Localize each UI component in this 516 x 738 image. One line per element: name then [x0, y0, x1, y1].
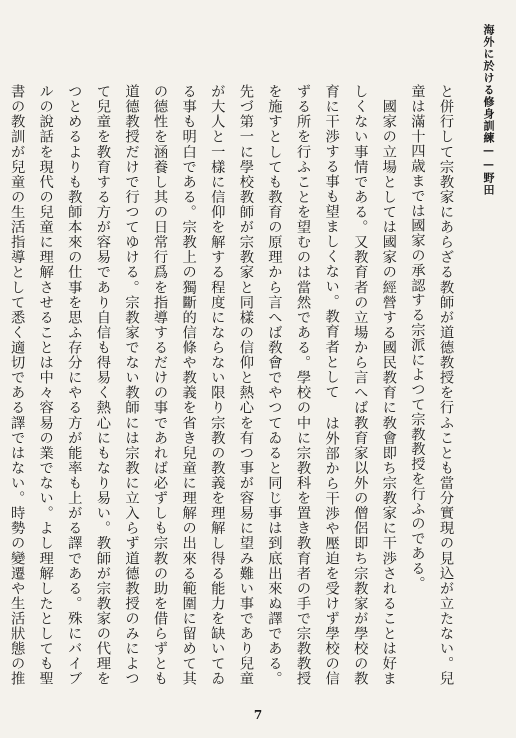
paragraph: と併行して宗教家にあらざる教師が道德教授を行ふことも當分實現の見込が立たない。兒童は滿十四歳までは國家の承認する宗派によつて宗教教授を行ふのである。	[409, 84, 454, 686]
page-number: 7	[253, 708, 263, 722]
running-header: 海外に於ける修身訓練——野田	[482, 24, 495, 196]
body-text	[9, 84, 460, 686]
paragraph: 國家の立場としては國家の經營する國民教育に敎會即ち宗教家に干渉されることは好ましくない事情である。又教育者の立場から言へば教育家以外の僧侶即ち宗教家が學校の教育に干渉する事も望ましくない。教育者として は外部から干渉や壓迫を受けず學校の信ずる所を行ふことを望むのは當然である。學校の中に宗教科を置き教育者の手で宗教教授を施すとしても教育の原理から言へば敎會でやつてゐると同じ事は到底出來ぬ譯である。先づ第一に學校教師が宗教家と同樣の信仰と熱心を有つ事が容易に望み難い事であり兒童が大人と一樣に信仰を解する程度にならない限り宗教の教義を理解し得る能力を缺いてゐる事も明白である。宗教上の獨斷的信條や教義を省き兒童に理解の出來る範圍に留めて其の德性を涵養し其の日常行爲を指導するだけの事であれば必ずしも宗教の助を借らずとも道德教授だけで行つてゆける。宗教家でない教師には宗教に立入らず道德教授のみによつて兒童を教育する方が容易であり自信も得易く熱心にもなり易い。教師が宗教家の代理をつとめるよりも教師本來の仕事を思ふ存分にやる方が能率も上がる譯である。殊にバイブルの說話を現代の兒童に理解させることは中々容易の業でない。よし理解したとしても聖書の教訓が兒童の生活指導として悉く適切である譯ではない。時勢の變遷や生活狀態の推	[9, 84, 397, 686]
